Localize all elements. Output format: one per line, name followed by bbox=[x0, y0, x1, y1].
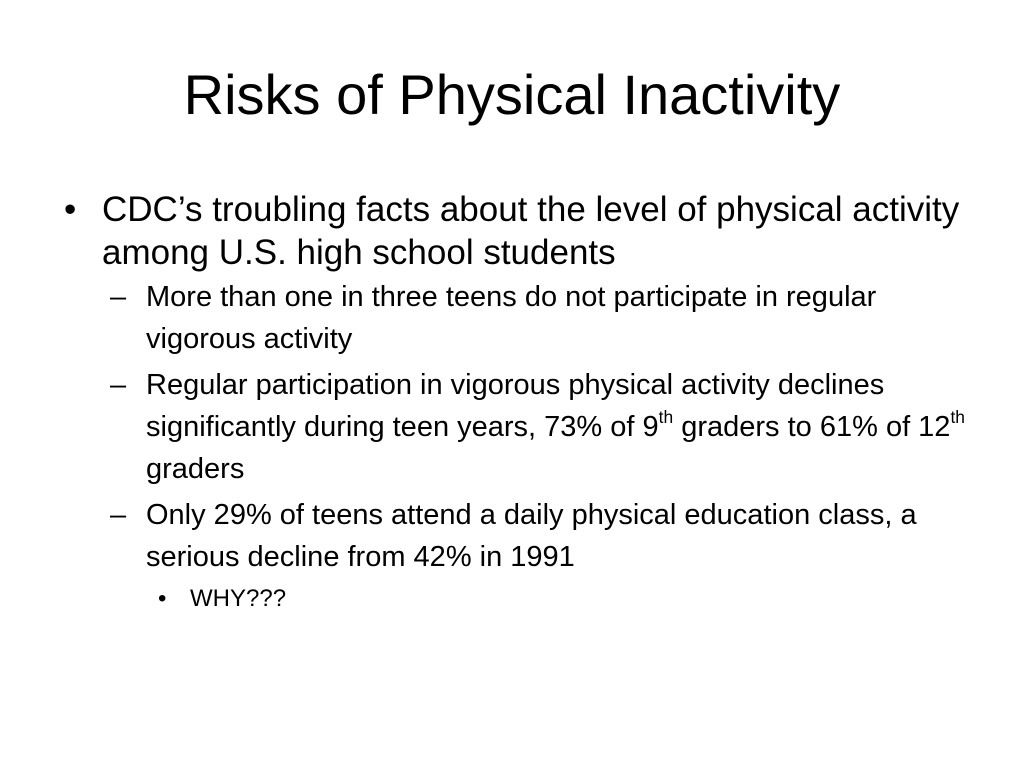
bullet-item bbox=[58, 188, 988, 274]
sub-sub-bullet-item bbox=[58, 582, 988, 616]
sub-bullet-item bbox=[58, 364, 988, 490]
bullet-text: CDC’s troubling facts about the level of physical activity among U.S. high school students bbox=[102, 190, 960, 272]
bullet-marker: • bbox=[64, 190, 77, 229]
sub-bullet-text: graders bbox=[146, 453, 245, 485]
dash-marker: – bbox=[110, 499, 127, 531]
sub-sub-bullet-text: WHY??? bbox=[190, 585, 287, 612]
ordinal-suffix: th bbox=[950, 406, 965, 427]
dash-marker: – bbox=[110, 369, 127, 401]
sub-bullet-text: Only 29% of teens attend a daily physical education class, a serious decline from 42% in 1991 bbox=[146, 499, 917, 573]
bullet-marker: • bbox=[158, 585, 167, 612]
sub-bullet-text: Regular participation in vigorous physical activity declines significantly during teen years, 73% of 9 bbox=[146, 369, 885, 443]
sub-bullet-text: More than one in three teens do not participate in regular vigorous activity bbox=[146, 281, 877, 355]
slide-content bbox=[58, 188, 988, 616]
sub-bullet-item bbox=[58, 276, 988, 360]
sub-bullet-item bbox=[58, 494, 988, 578]
slide-title: Risks of Physical Inactivity bbox=[183, 63, 841, 126]
dash-marker: – bbox=[110, 281, 127, 313]
ordinal-suffix: th bbox=[658, 406, 674, 427]
sub-bullet-text: graders to 61% of 12 bbox=[673, 411, 951, 443]
